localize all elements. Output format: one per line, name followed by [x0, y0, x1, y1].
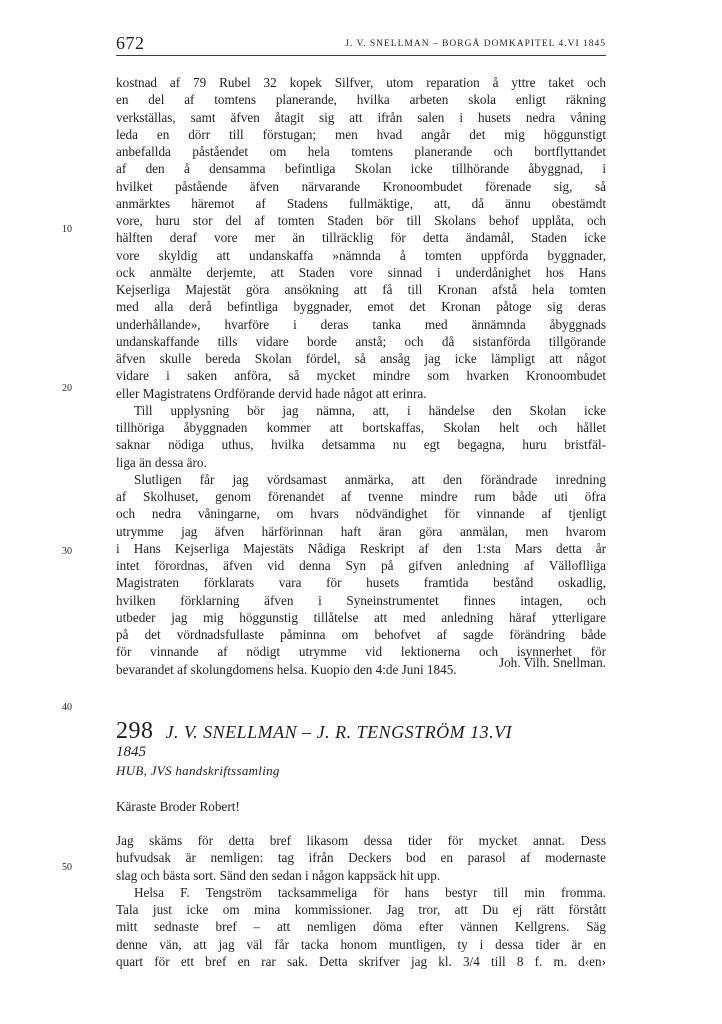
text-line: hvilken förklarning äfven i Syneinstrumentet finnes intagen, och	[116, 592, 606, 608]
margin-line-number: 50	[62, 862, 72, 873]
text-line: utrymme jag äfven härförinnan haft äran göra anmälan, men hvarom	[116, 523, 606, 539]
text-line: Tala just icke om mina kommissioner. Jag tror, att Du ej rätt förstått	[116, 902, 606, 917]
margin-line-number: 20	[62, 383, 72, 394]
text-line: verkställas, samt äfven åtagit sig att ifrån salen i husets nedra våning	[116, 109, 606, 125]
text-line: anmärktes häremot af Stadens fullmäktige, att, då ännu obestämdt	[116, 195, 606, 211]
text-line: utbeder jag mig höggunstig tillåtelse att med anledning häraf ytterligare	[116, 609, 606, 625]
text-line: Slutligen får jag vördsamast anmärka, att den förändrade inredning	[134, 471, 606, 487]
text-line: tillhöriga åbyggnaden kommer att bortskaffas, Skolan helt och hållet	[116, 420, 606, 435]
text-line: vidare i saken anföra, så mycket mindre som hvarken Kronoombudet	[116, 368, 606, 384]
text-line: Jag skäms för detta bref likasom dessa tider för mycket annat. Dess	[116, 833, 606, 848]
text-line: ock anmälte derjemte, att Staden vore sinnad i underdånighet hos Hans	[116, 264, 606, 280]
salutation: Käraste Broder Robert!	[116, 799, 240, 814]
text-line: hufvudsak är nemligen: tag ifrån Deckers bod en parasol af modernaste	[116, 850, 606, 866]
text-line: hvilket påstående äfven närvarande Kronoombudet förenade sig, så	[116, 178, 606, 194]
text-line: af den å densamma befintliga Skolan icke tillhörande åbyggnad, i	[116, 161, 606, 177]
text-line: med alla derå befintliga byggnader, emot det Kronan påtoge sig deras	[116, 299, 606, 315]
text-line: intet förordnas, äfven vid denna Syn på gifven anledning af Välloflliga	[116, 558, 606, 573]
text-line: quart för ett bref en rar sak. Detta skrifver jag kl. 3/4 till 8 f. m. d‹en›	[116, 953, 606, 969]
text-line: vore, huru stor del af tomten Staden bör till Skolans behof upplåta, och	[116, 213, 606, 228]
text-line: undanskaffande tills vidare borde anstå; och då sistanförda tillgörande	[116, 333, 606, 349]
text-line: mitt sednaste bref – att nemligen döma efter vännen Kellgrens. Säg	[116, 919, 606, 935]
text-line: underhållande», hvarföre i deras tanka med ännämnda åbyggnads	[116, 316, 606, 332]
text-line: Magistraten förklarats vara för husets framtida bestånd oskadlig,	[116, 575, 606, 591]
text-line: liga än dessa äro.	[116, 454, 207, 470]
text-line: vore skyldig att undanskaffa »nämnda å tomten uppförda byggnader,	[116, 247, 606, 263]
letter-2-body	[116, 832, 606, 970]
text-line: hälften deraf vore mer än tillräcklig för detta ändamål, Staden icke	[116, 230, 606, 246]
text-line: Helsa F. Tengström tacksammeliga för hans bestyr till min fromma.	[134, 884, 606, 900]
signature: Joh. Vilh. Snellman.	[498, 655, 606, 670]
text-line: af Skolhuset, genom förenandet af tvenne mindre rum både uti öfra	[116, 489, 606, 504]
page-header	[116, 33, 606, 56]
letter-title: J. V. SNELLMAN – J. R. TENGSTRÖM 13.VI	[165, 722, 513, 742]
margin-line-number: 10	[62, 224, 72, 235]
text-line: saknar nödiga uthus, hvilka detsamma nu egt begagna, huru bristfäl-	[116, 437, 606, 453]
letter-1-signature-block	[116, 654, 606, 671]
margin-line-number: 40	[62, 702, 72, 713]
running-head: J. V. SNELLMAN – BORGÅ DOMKAPITEL 4.VI 1845	[345, 39, 606, 49]
text-line: slag och bästa sort. Sänd den sedan i någon kappsäck hit upp.	[116, 867, 441, 883]
letter-1-body	[116, 74, 606, 678]
margin-line-number: 30	[62, 546, 72, 557]
letter-source: HUB, JVS handskriftssamling	[116, 763, 280, 778]
text-line: en del af tomtens planerande, hvilka arbeten skola enligt räkning	[116, 92, 606, 108]
letter-number: 298	[116, 718, 154, 744]
text-line: anbefallda påståendet om hela tomtens planerande och bortflyttandet	[116, 144, 606, 159]
letter-2-heading	[116, 718, 606, 745]
text-line: eller Magistratens Ordförande dervid hade något att erinra.	[116, 385, 427, 401]
text-line: på det vördnadsfullaste påminna om behofvet af sagde förändring både	[116, 627, 606, 642]
text-line: kostnad af 79 Rubel 32 kopek Silfver, utom reparation å yttre taket och	[116, 75, 606, 90]
letter-year: 1845	[116, 744, 146, 760]
text-line: äfven skulle bereda Skolan fördel, så ansåg jag icke lämpligt att något	[116, 351, 606, 366]
text-line: i Hans Kejserliga Majestäts Nådiga Reskript af den 1:sta Mars detta år	[116, 540, 606, 556]
text-line: och nedra våningarne, om hvars nödvändighet för vinnande af tjenligt	[116, 506, 606, 522]
text-line: för vinnande af nödigt utrymme vid lektionerna och isynnerhet för	[116, 644, 606, 660]
text-line: bevarandet af skolungdomens helsa. Kuopio den 4:de Juni 1845.	[116, 661, 457, 677]
page-number: 672	[116, 33, 145, 53]
text-line: Kejserliga Majestät göra ansökning att få till Kronan afstå hela tomten	[116, 282, 606, 297]
text-line: leda en dörr till förstugan; men hvad angår det mig höggunstigt	[116, 126, 606, 142]
text-line: Till upplysning bör jag nämna, att, i händelse den Skolan icke	[134, 402, 606, 418]
text-line: denne vän, att jag väl får tacka honom muntligen, ty i dessa tider är en	[116, 936, 606, 952]
